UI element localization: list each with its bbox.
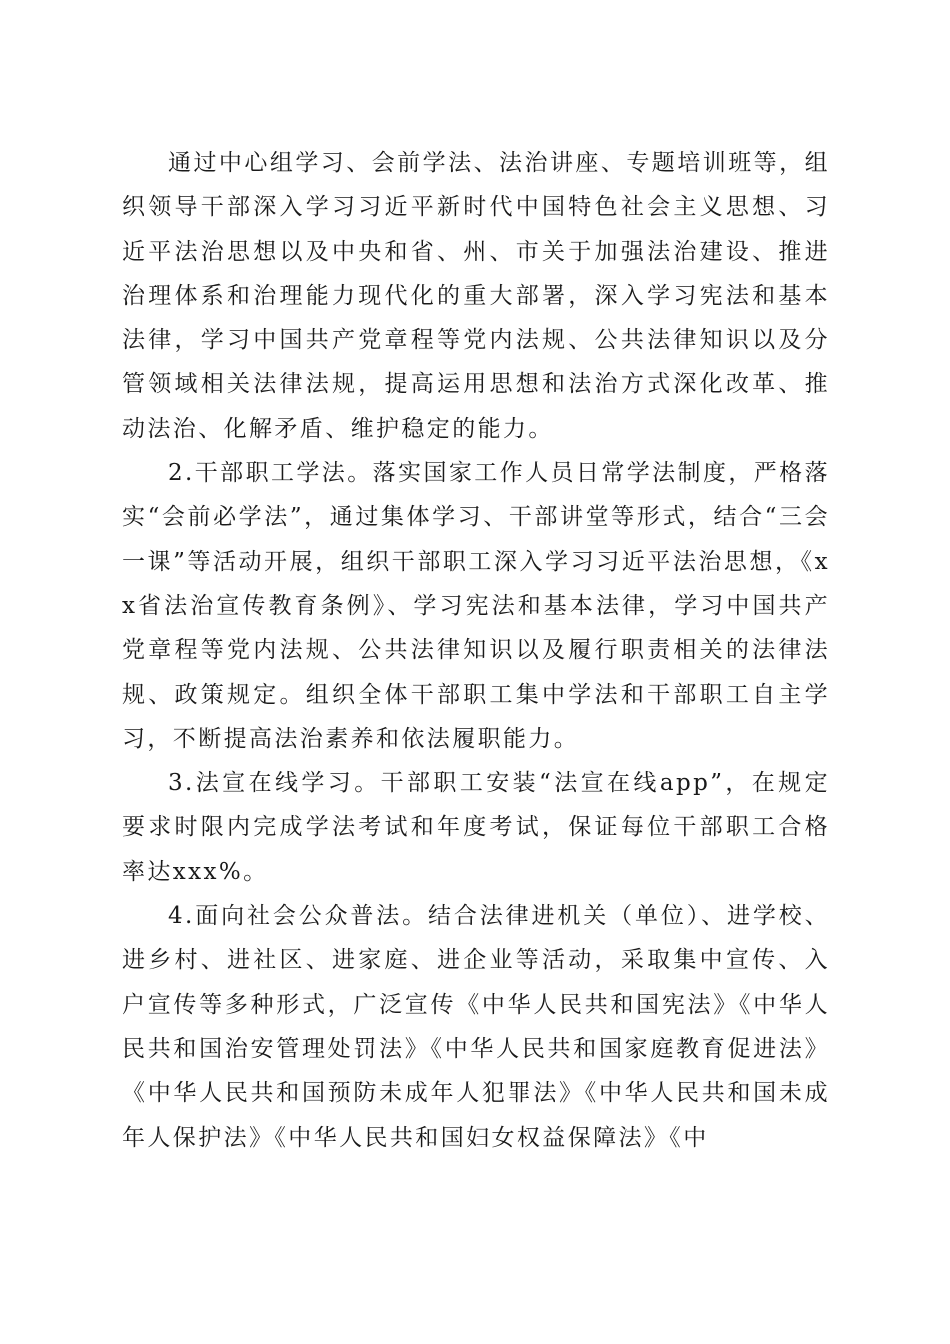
paragraph-online-study: 3.法宣在线学习。干部职工安装“法宣在线app”，在规定要求时限内完成学法考试和年度考试，保证每位干部职工合格率达xxx%。 [122, 770, 830, 885]
document-body [122, 141, 830, 1160]
paragraph-staff-study: 2.干部职工学法。落实国家工作人员日常学法制度，严格落实“会前必学法”，通过集体学习、干部讲堂等形式，结合“三会一课”等活动开展，组织干部职工深入学习习近平法治思想，《xx省法治宣传教育条例》、学习宪法和基本法律，学习中国共产党章程等党内法规、公共法律知识以及履行职责相关的法律法规、政策规定。组织全体干部职工集中学法和干部职工自主学习，不断提高法治素养和依法履职能力。 [122, 460, 830, 752]
paragraph-leader-study: 通过中心组学习、会前学法、法治讲座、专题培训班等，组织领导干部深入学习习近平新时代中国特色社会主义思想、习近平法治思想以及中央和省、州、市关于加强法治建设、推进治理体系和治理能力现代化的重大部署，深入学习宪法和基本法律，学习中国共产党章程等党内法规、公共法律知识以及分管领域相关法律法规，提高运用思想和法治方式深化改革、推动法治、化解矛盾、维护稳定的能力。 [122, 150, 830, 442]
paragraph-public-education: 4.面向社会公众普法。结合法律进机关（单位）、进学校、进乡村、进社区、进家庭、进企业等活动，采取集中宣传、入户宣传等多种形式，广泛宣传《中华人民共和国宪法》《中华人民共和国治安管理处罚法》《中华人民共和国家庭教育促进法》《中华人民共和国预防未成年人犯罪法》《中华人民共和国未成年人保护法》《中华人民共和国妇女权益保障法》《中 [122, 903, 830, 1151]
